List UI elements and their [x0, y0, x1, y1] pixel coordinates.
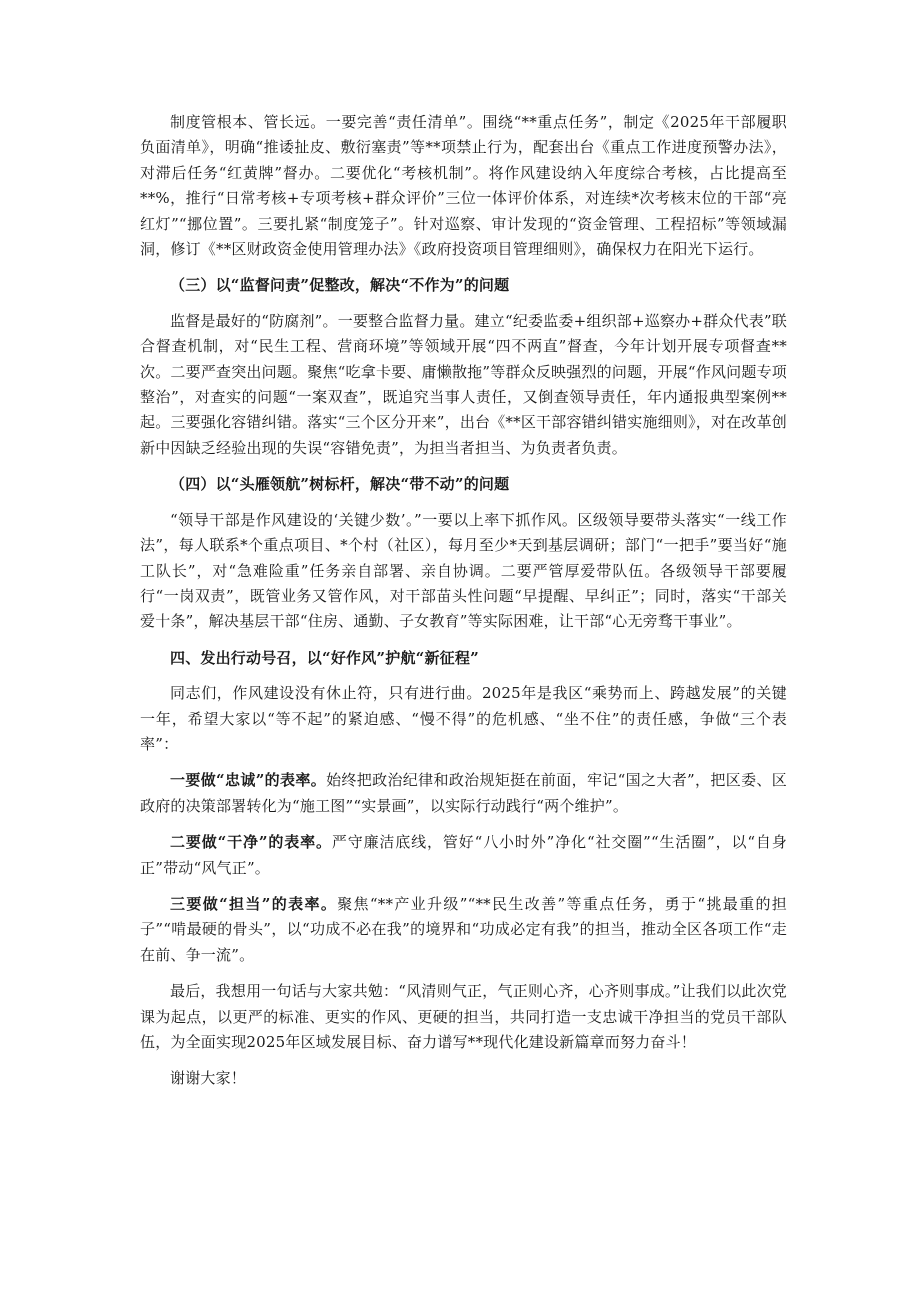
paragraph-thanks: 谢谢大家！	[170, 1069, 247, 1088]
paragraph-integrity	[140, 830, 787, 881]
responsibility-text: 聚焦“**产业升级”“**民生改善”等重点任务，勇于“挑最重的担子”“啃最硬的骨头”，以“功成不必在我”的境界和“功成必定有我”的担当，推动全区各项工作“走在前、争一流”。	[140, 894, 787, 964]
paragraph-loyalty	[140, 768, 787, 819]
integrity-text: 严守廉洁底线，管好“八小时外”净化“社交圈”“生活圈”，以“自身正”带动“风气正”。	[140, 833, 787, 877]
paragraph-responsibility	[140, 892, 787, 968]
paragraph-leadership: “领导干部是作风建设的‘关键少数’。”一要以上率下抓作风。区级领导要带头落实“一线工作法”，每人联系*个重点项目、*个村（社区），每月至少*天到基层调研；部门“一把手”要当好“施工队长”，对“急难险重”任务亲自部署、亲自协调。二要严管厚爱带队伍。各级领导干部要履行“一岗双责”，既管业务又管作风，对干部苗头性问题“早提醒、早纠正”；同时，落实“干部关爱十条”，解决基层干部“住房、通勤、子女教育”等实际困难，让干部“心无旁骛干事业”。	[140, 510, 787, 631]
heading-leadership: （四）以“头雁领航”树标杆，解决“带不动”的问题	[170, 475, 510, 494]
loyalty-text: 始终把政治纪律和政治规矩挺在前面，牢记“国之大者”，把区委、区政府的决策部署转化为“施工图”“实景画”，以实际行动践行“两个维护”。	[140, 771, 787, 815]
paragraph-institution: 制度管根本、管长远。一要完善“责任清单”。围绕“**重点任务”，制定《2025年干部履职负面清单》，明确“推诿扯皮、敷衍塞责”等**项禁止行为，配套出台《重点工作进度预警办法》，对滞后任务“红黄牌”督办。二要优化“考核机制”。将作风建设纳入年度综合考核，占比提高至**%，推行“日常考核+专项考核+群众评价”三位一体评价体系，对连续*次考核末位的干部“亮红灯”“挪位置”。三要扎紧“制度笼子”。针对巡察、审计发现的“资金管理、工程招标”等领域漏洞，修订《**区财政资金使用管理办法》《政府投资项目管理细则》，确保权力在阳光下运行。	[140, 113, 787, 259]
responsibility-lead: 三要做“担当”的表率。	[170, 894, 338, 913]
document-page	[140, 110, 787, 1092]
loyalty-lead: 一要做“忠诚”的表率。	[170, 771, 327, 790]
paragraph-closing: 最后，我想用一句话与大家共勉：“风清则气正，气正则心齐，心齐则事成。”让我们以此次党课为起点，以更严的标准、更实的作风、更硬的担当，共同打造一支忠诚干净担当的党员干部队伍，为全面实现2025年区域发展目标、奋力谱写**现代化建设新篇章而努力奋斗！	[140, 982, 787, 1051]
paragraph-supervision: 监督是最好的“防腐剂”。一要整合监督力量。建立“纪委监委+组织部+巡察办+群众代表”联合督查机制，对“民生工程、营商环境”等领域开展“四不两直”督查，今年计划开展专项督查**次。二要严查突出问题。聚焦“吃拿卡要、庸懒散拖”等群众反映强烈的问题，开展“作风问题专项整治”，对查实的问题“一案双查”，既追究当事人责任，又倒查领导责任，年内通报典型案例**起。三要强化容错纠错。落实“三个区分开来”，出台《**区干部容错纠错实施细则》，对在改革创新中因缺乏经验出现的失误“容错免责”，为担当者担当、为负责者负责。	[140, 311, 787, 457]
heading-supervision: （三）以“监督问责”促整改，解决“不作为”的问题	[170, 276, 510, 295]
heading-action-call: 四、发出行动号召，以“好作风”护航“新征程”	[170, 648, 479, 667]
paragraph-action-call: 同志们，作风建设没有休止符，只有进行曲。2025年是我区“乘势而上、跨越发展”的关键一年，希望大家以“等不起”的紧迫感、“慢不得”的危机感、“坐不住”的责任感，争做“三个表率”：	[140, 684, 787, 753]
integrity-lead: 二要做“干净”的表率。	[170, 833, 332, 852]
